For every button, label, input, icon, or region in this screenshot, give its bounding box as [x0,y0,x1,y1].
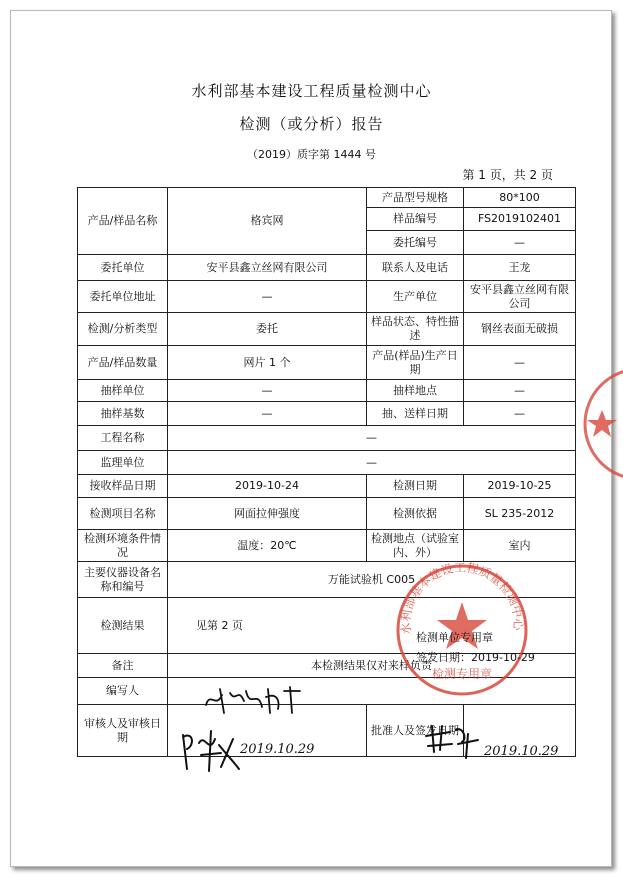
manufacturer-label: 生产单位 [367,281,464,313]
client-address-label: 委托单位地址 [78,281,168,313]
sampling-base-value: — [168,402,367,426]
sampling-date-label: 抽、送样日期 [367,402,464,426]
test-basis-label: 检测依据 [367,498,464,530]
test-type-value: 委托 [168,313,367,346]
seal-ring-text: 水利部基本建设工程质量检测中心 [398,560,526,636]
receive-date-label: 接收样品日期 [78,475,168,498]
receive-date-value: 2019-10-24 [168,475,367,498]
issue-date: 签发日期：2019-10-29 [416,651,535,664]
product-name-label: 产品/样品名称 [78,188,168,255]
sampling-base-label: 抽样基数 [78,402,168,426]
sample-state-label: 样品状态、特性描述 [367,313,464,346]
test-date-value: 2019-10-25 [464,475,576,498]
reviewer-label [78,705,168,757]
sampling-unit-label: 抽样单位 [78,380,168,402]
model-value: 80*100 [464,188,576,208]
prod-date-value: — [464,346,576,380]
product-name: 格宾网 [168,188,367,255]
edge-seal-star-icon [587,410,617,437]
result-text: 见第 2 页 [196,618,243,632]
report-subtitle: 检测（或分析）报告 [239,115,384,133]
result-label: 检测结果 [78,598,168,654]
test-item-value: 网面拉伸强度 [168,498,367,530]
approver-label: 批准人及签发日期 [367,705,464,757]
client-value: 安平县鑫立丝网有限公司 [168,255,367,281]
test-item-label: 检测项目名称 [78,498,168,530]
remark-value: 本检测结果仅对来样负责 [168,654,576,678]
project-label: 工程名称 [78,426,168,451]
page-info: 第 1 页，共 2 页 [462,168,553,182]
instrument-value: 万能试验机 C005 [168,562,576,598]
quantity-value: 网片 1 个 [168,346,367,380]
contact-label: 联系人及电话 [367,255,464,281]
sampling-place-label: 抽样地点 [367,380,464,402]
project-value: — [168,426,576,451]
sampling-unit-value: — [168,380,367,402]
test-date-label: 检测日期 [367,475,464,498]
environment-label: 检测环境条件情况 [78,530,168,562]
client-label: 委托单位 [78,255,168,281]
supervisor-value: — [168,451,576,475]
stamp-block [416,628,535,668]
sample-no-value: FS2019102401 [464,208,576,231]
environment-value: 温度：20℃ [168,530,367,562]
prod-date-label: 产品(样品)生产日期 [367,346,464,380]
seal-bottom-text: 检测专用章 [431,667,493,681]
client-address-value: — [168,281,367,313]
quantity-label: 产品/样品数量 [78,346,168,380]
sampling-date-value: — [464,402,576,426]
instrument-label: 主要仪器设备名称和编号 [78,562,168,598]
writer-label: 编写人 [78,678,168,705]
test-basis-value: SL 235-2012 [464,498,576,530]
entrust-no-label: 委托编号 [367,231,464,255]
model-label: 产品型号规格 [367,188,464,208]
report-title: 水利部基本建设工程质量检测中心 [191,82,432,100]
entrust-no-value: — [464,231,576,255]
manufacturer-value: 安平县鑫立丝网有限公司 [464,281,576,313]
sample-no-label: 样品编号 [367,208,464,231]
test-location-value: 室内 [464,530,576,562]
contact-value: 王龙 [464,255,576,281]
sampling-place-value: — [464,380,576,402]
document-number: （2019）质字第 1444 号 [247,148,376,161]
reviewer-signature-cell [168,705,367,757]
sample-state-value: 钢丝表面无破损 [464,313,576,346]
supervisor-label: 监理单位 [78,451,168,475]
reviewer-label-text: 审核人及审核日期 [84,716,161,744]
stamp-label: 检测单位专用章 [416,631,493,644]
test-type-label: 检测/分析类型 [78,313,168,346]
approver-signature-cell [464,705,576,757]
remark-label: 备注 [78,654,168,678]
edge-seal [580,364,623,484]
test-location-label: 检测地点（试验室内、外） [367,530,464,562]
approver-date: 2019.10.29 [484,744,559,759]
reviewer-date: 2019.10.29 [240,742,315,757]
